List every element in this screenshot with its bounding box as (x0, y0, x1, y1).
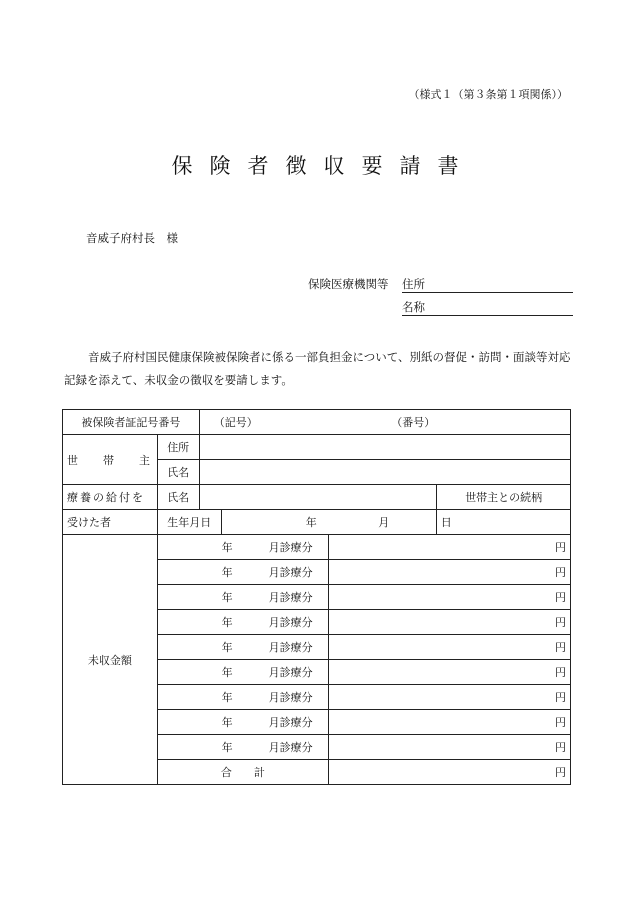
total-amount-cell[interactable] (329, 760, 571, 785)
birth-day-label: 日 (440, 516, 452, 529)
institution-address-label: 住所 (402, 277, 425, 291)
period-cell[interactable] (157, 635, 328, 660)
amount-cell[interactable] (329, 685, 571, 710)
period-month: 月診療分 (268, 741, 313, 754)
recipient-label-line1: 療養の給付を (63, 485, 158, 510)
period-year: 年 (221, 566, 233, 579)
period-month: 月診療分 (268, 641, 313, 654)
total-yen-label: 円 (555, 766, 566, 779)
yen-label: 円 (555, 741, 566, 754)
yen-label: 円 (555, 616, 566, 629)
amount-cell[interactable] (329, 535, 571, 560)
birth-date-field[interactable] (221, 510, 452, 535)
request-paragraph: 音威子府村国民健康保険被保険者に係る一部負担金について、別紙の督促・訪問・面談等対応記録を添えて、未収金の徴収を要請します。 (64, 350, 571, 387)
period-year: 年 (221, 616, 233, 629)
period-month: 月診療分 (268, 691, 313, 704)
period-cell[interactable] (157, 685, 328, 710)
amount-cell[interactable] (329, 560, 571, 585)
yen-label: 円 (555, 591, 566, 604)
period-cell[interactable] (157, 535, 328, 560)
request-body-text (64, 346, 574, 392)
request-table (62, 409, 571, 785)
period-cell[interactable] (157, 560, 328, 585)
birth-year-label: 年 (305, 516, 317, 529)
period-month: 月診療分 (268, 566, 313, 579)
period-year: 年 (221, 716, 233, 729)
household-address-row (63, 435, 571, 460)
yen-label: 円 (555, 641, 566, 654)
yen-label: 円 (555, 566, 566, 579)
period-month: 月診療分 (268, 541, 313, 554)
amount-cell[interactable] (329, 635, 571, 660)
addressee: 音威子府村長 様 (86, 231, 178, 245)
period-cell[interactable] (157, 585, 328, 610)
household-address-field[interactable] (199, 435, 570, 460)
birth-month-label: 月 (378, 516, 390, 529)
period-month: 月診療分 (268, 616, 313, 629)
recipient-name-label: 氏名 (157, 485, 199, 510)
symbol-label: （記号） (213, 416, 258, 429)
period-cell[interactable] (157, 735, 328, 760)
period-year: 年 (221, 541, 233, 554)
period-year: 年 (221, 691, 233, 704)
unpaid-row (63, 535, 571, 560)
period-month: 月診療分 (268, 591, 313, 604)
institution-name-field[interactable] (402, 299, 573, 316)
institution-address-field[interactable] (402, 276, 573, 293)
relationship-field[interactable] (437, 510, 571, 535)
period-cell[interactable] (157, 660, 328, 685)
period-year: 年 (221, 666, 233, 679)
recipient-birth-row (63, 510, 571, 535)
household-name-field[interactable] (199, 460, 570, 485)
household-address-label: 住所 (157, 435, 199, 460)
institution-name-label: 名称 (402, 300, 425, 314)
document-title: 保険者徴収要請書 (171, 154, 476, 178)
recipient-label-line2: 受けた者 (63, 510, 158, 535)
amount-cell[interactable] (329, 710, 571, 735)
amount-cell[interactable] (329, 585, 571, 610)
period-month: 月診療分 (268, 666, 313, 679)
household-name-label: 氏名 (157, 460, 199, 485)
institution-label: 保険医療機関等 (308, 277, 389, 291)
yen-label: 円 (555, 541, 566, 554)
number-label: （番号） (391, 416, 436, 429)
yen-label: 円 (555, 666, 566, 679)
recipient-name-row (63, 485, 571, 510)
unpaid-amount-label: 未収金額 (63, 535, 158, 785)
card-number-field[interactable] (199, 410, 570, 435)
yen-label: 円 (555, 716, 566, 729)
amount-cell[interactable] (329, 660, 571, 685)
period-cell[interactable] (157, 610, 328, 635)
recipient-name-field[interactable] (199, 485, 437, 510)
period-year: 年 (221, 591, 233, 604)
birth-date-label: 生年月日 (157, 510, 221, 535)
card-number-label: 被保険者証記号番号 (63, 410, 200, 435)
total-label: 合 計 (157, 760, 328, 785)
period-year: 年 (221, 741, 233, 754)
period-cell[interactable] (157, 710, 328, 735)
household-head-label: 世 帯 主 (63, 435, 158, 485)
relationship-label: 世帯主との続柄 (437, 485, 571, 510)
yen-label: 円 (555, 691, 566, 704)
period-year: 年 (221, 641, 233, 654)
amount-cell[interactable] (329, 610, 571, 635)
period-month: 月診療分 (268, 716, 313, 729)
form-reference: （様式１（第３条第１項関係）） (408, 88, 568, 101)
amount-cell[interactable] (329, 735, 571, 760)
card-number-row (63, 410, 571, 435)
